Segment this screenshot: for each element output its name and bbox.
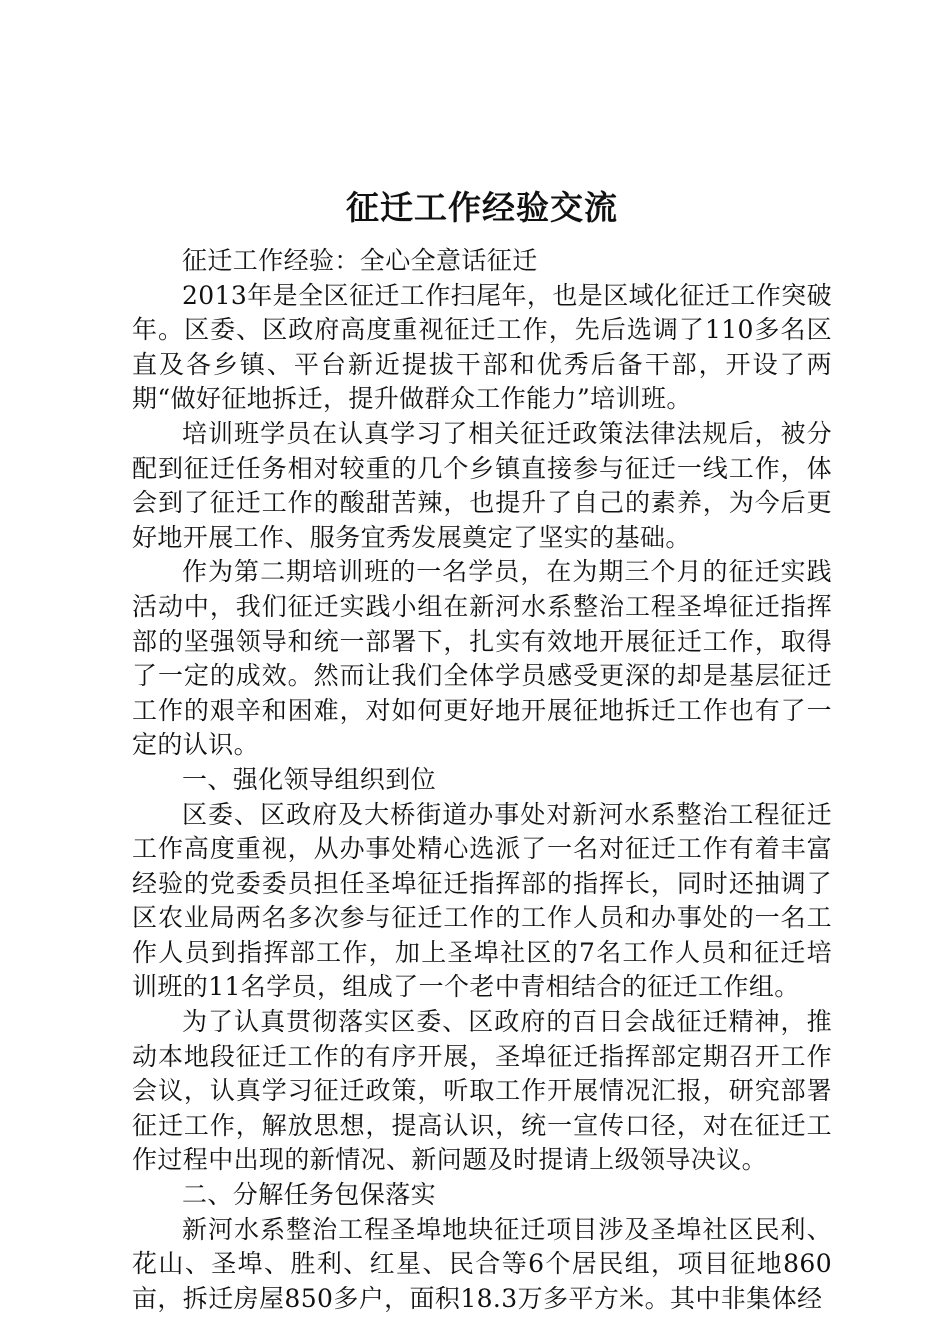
paragraph: 作为第二期培训班的一名学员，在为期三个月的征迁实践活动中，我们征迁实践小组在新河水系整治工程圣埠征迁指挥部的坚强领导和统一部署下，扎实有效地开展征迁工作，取得了一定的成效。然而让我们全体学员感受更深的却是基层征迁工作的艰辛和困难，对如何更好地开展征地拆迁工作也有了一定的认识。 <box>132 557 832 760</box>
document-page <box>132 178 832 1316</box>
paragraph-subtitle: 征迁工作经验：全心全意话征迁 <box>182 246 538 275</box>
paragraph: 新河水系整治工程圣埠地块征迁项目涉及圣埠社区民利、花山、圣埠、胜利、红星、民合等6个居民组，项目征地860亩，拆迁房屋850多户，面积18.3万多平方米。其中非集体经 <box>132 1214 832 1313</box>
paragraph: 2013年是全区征迁工作扫尾年，也是区域化征迁工作突破年。区委、区政府高度重视征迁工作，先后选调了110多名区直及各乡镇、平台新近提拔干部和优秀后备干部，开设了两期“做好征地拆迁，提升做群众工作能力”培训班。 <box>132 280 832 414</box>
paragraph: 区委、区政府及大桥街道办事处对新河水系整治工程征迁工作高度重视，从办事处精心选派了一名对征迁工作有着丰富经验的党委委员担任圣埠征迁指挥部的指挥长，同时还抽调了区农业局两名多次参与征迁工作的工作人员和办事处的一名工作人员到指挥部工作，加上圣埠社区的7名工作人员和征迁培训班的11名学员，组成了一个老中青相结合的征迁工作组。 <box>132 799 832 1002</box>
section-heading-2: 二、分解任务包保落实 <box>182 1180 437 1210</box>
document-title: 征迁工作经验交流 <box>346 188 618 227</box>
section-heading-1: 一、强化领导组织到位 <box>182 764 437 794</box>
paragraph: 为了认真贯彻落实区委、区政府的百日会战征迁精神，推动本地段征迁工作的有序开展，圣埠征迁指挥部定期召开工作会议，认真学习征迁政策，听取工作开展情况汇报，研究部署征迁工作，解放思想，提高认识，统一宣传口径，对在征迁工作过程中出现的新情况、新问题及时提请上级领导决议。 <box>132 1007 832 1175</box>
paragraph: 培训班学员在认真学习了相关征迁政策法律法规后，被分配到征迁任务相对较重的几个乡镇直接参与征迁一线工作，体会到了征迁工作的酸甜苦辣，也提升了自己的素养，为今后更好地开展工作、服务宜秀发展奠定了坚实的基础。 <box>132 418 832 552</box>
